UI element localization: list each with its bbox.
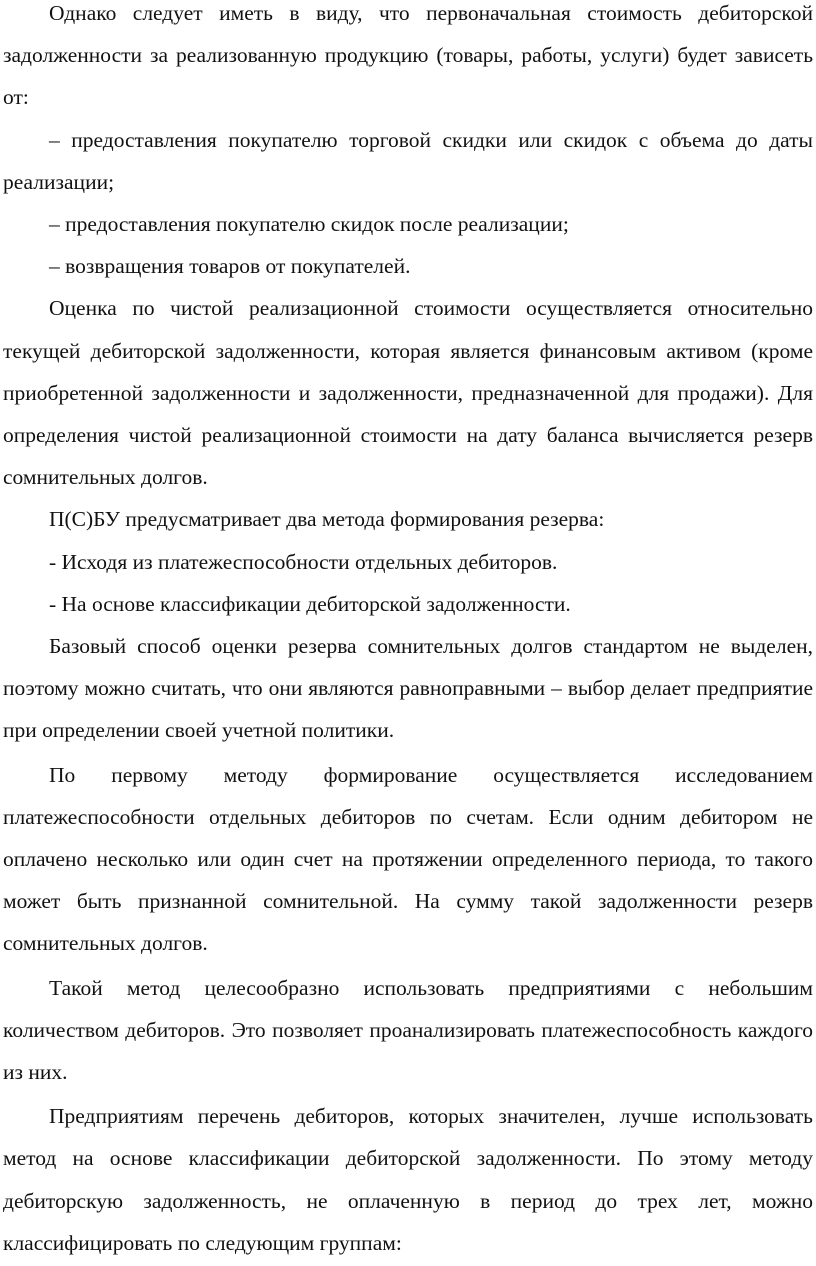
list-item-trade-discount: – предоставления покупателю торговой скидки или скидок с объема до даты реализации; bbox=[3, 127, 813, 194]
list-item-method-solvency: - Исходя из платежеспособности отдельных дебиторов. bbox=[49, 549, 558, 574]
paragraph-few-debtors: Такой метод целесообразно использовать предприятиями с небольшим количеством дебиторов. Это позволяет проанализировать платежеспособность каждого из них. bbox=[3, 975, 813, 1085]
paragraph-initial-cost: Однако следует иметь в виду, что первоначальная стоимость дебиторской задолженности за реализованную продукцию (товары, работы, услуги) будет зависеть от: bbox=[3, 1, 813, 110]
list-item-returns: – возвращения товаров от покупателей. bbox=[49, 254, 411, 279]
paragraph-first-method: По первому методу формирование осуществляется исследованием платежеспособности отдельных дебиторов по счетам. Если одним дебитором не оплачено несколько или один счет на протяжении определенного периода, то такого может быть признанной сомнительной. На сумму такой задолженности резерв сомнительных долгов. bbox=[3, 762, 813, 956]
list-item-method-classification: - На основе классификации дебиторской задолженности. bbox=[49, 591, 571, 616]
list-item-post-sale-discount: – предоставления покупателю скидок после реализации; bbox=[49, 212, 569, 237]
paragraph-base-method: Базовый способ оценки резерва сомнительных долгов стандартом не выделен, поэтому можно считать, что они являются равноправными – выбор делает предприятие при определении своей учетной политики. bbox=[3, 634, 813, 743]
paragraph-classification-groups: Предприятиям перечень дебиторов, которых значителен, лучше использовать метод на основе классификации дебиторской задолженности. По этому методу дебиторскую задолженность, не оплаченную в период до трех лет, можно классифицировать по следующим группам: bbox=[3, 1104, 813, 1255]
paragraph-two-methods: П(С)БУ предусматривает два метода формирования резерва: bbox=[49, 507, 605, 532]
paragraph-net-realizable-value: Оценка по чистой реализационной стоимости осуществляется относительно текущей дебиторской задолженности, которая является финансовым активом (кроме приобретенной задолженности и задолженности, предназначенной для продажи). Для определения чистой реализационной стоимости на дату баланса вычисляется резерв сомнительных долгов. bbox=[3, 296, 813, 490]
